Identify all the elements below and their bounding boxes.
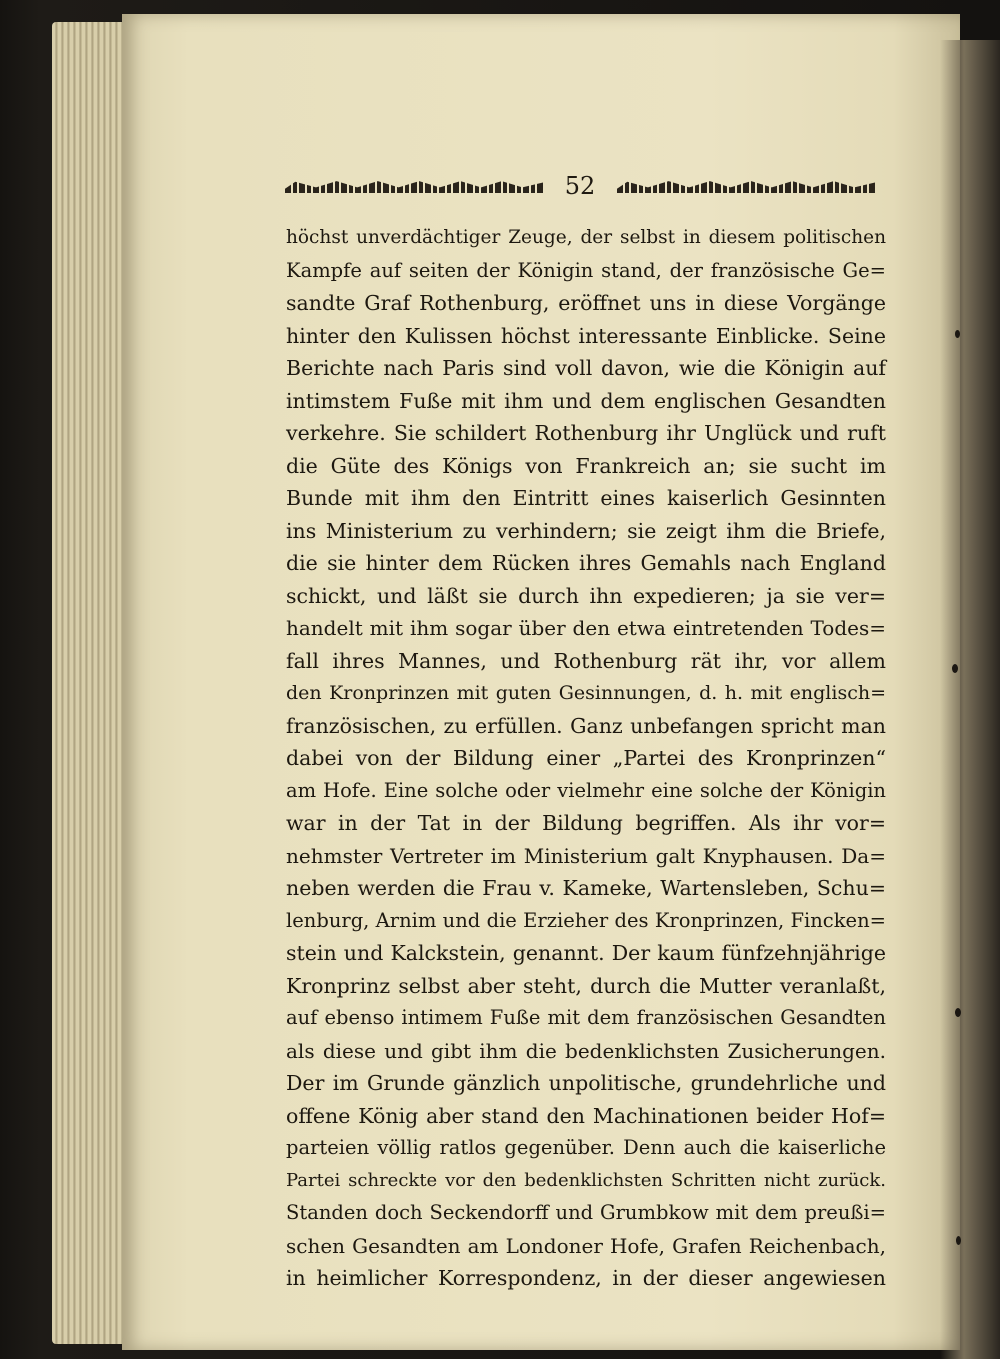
- text-line: auf ebenso intimem Fuße mit dem französischen Gesandten: [286, 1006, 886, 1029]
- text-line: offene König aber stand den Machinationen beider Hof=: [286, 1103, 886, 1128]
- text-line: Standen doch Seckendorff und Grumbkow mit dem preußi=: [286, 1201, 886, 1224]
- text-line: hinter den Kulissen höchst interessante Einblicke. Seine: [286, 323, 886, 348]
- text-line: in heimlicher Korrespondenz, in der dieser angewiesen: [286, 1266, 886, 1290]
- text-line: Bunde mit ihm den Eintritt eines kaiserlich Gesinnten: [286, 486, 886, 510]
- text-line: handelt mit ihm sogar über den etwa eintretenden Todes=: [286, 616, 886, 640]
- text-line: Kampfe auf seiten der Königin stand, der französische Ge=: [286, 258, 886, 282]
- text-line: als diese und gibt ihm die bedenklichsten Zusicherungen.: [286, 1038, 886, 1063]
- text-line: Kronprinz selbst aber steht, durch die Mutter veranlaßt,: [286, 973, 886, 998]
- text-line: intimstem Fuße mit ihm und dem englischen Gesandten: [286, 388, 886, 413]
- running-header: [285, 168, 875, 204]
- text-line: fall ihres Mannes, und Rothenburg rät ihr, vor allem: [286, 648, 886, 673]
- text-line: parteien völlig ratlos gegenüber. Denn auch die kaiserliche: [286, 1136, 886, 1159]
- text-line: die sie hinter dem Rücken ihres Gemahls nach England: [286, 551, 886, 575]
- gutter-shadow: [940, 40, 1000, 1359]
- text-line: stein und Kalckstein, genannt. Der kaum fünfzehnjährige: [286, 941, 886, 965]
- ink-spot: [952, 664, 958, 673]
- text-line: sandte Graf Rothenburg, eröffnet uns in diese Vorgänge: [286, 291, 886, 315]
- text-line: den Kronprinzen mit guten Gesinnungen, d. h. mit englisch=: [286, 682, 886, 704]
- text-line: lenburg, Arnim und die Erzieher des Kronprinzen, Fincken=: [286, 908, 886, 932]
- text-line: dabei von der Bildung einer „Partei des Kronprinzen“: [286, 746, 886, 770]
- ink-spot: [955, 1008, 961, 1017]
- text-line: schickt, und läßt sie durch ihn expedieren; ja sie ver=: [286, 583, 886, 608]
- text-line: Berichte nach Paris sind voll davon, wie die Königin auf: [286, 356, 886, 380]
- text-line: nehmster Vertreter im Ministerium galt Knyphausen. Da=: [286, 843, 886, 868]
- right-ornament: [617, 179, 875, 193]
- text-line: war in der Tat in der Bildung begriffen. Als ihr vor=: [286, 811, 886, 835]
- ink-spot: [955, 330, 960, 338]
- text-line: ins Ministerium zu verhindern; sie zeigt ihm die Briefe,: [286, 518, 886, 543]
- ink-spot: [956, 1236, 961, 1245]
- text-line: am Hofe. Eine solche oder vielmehr eine solche der Königin: [286, 778, 886, 802]
- text-line: Der im Grunde gänzlich unpolitische, grundehrliche und: [286, 1071, 886, 1095]
- text-line: französischen, zu erfüllen. Ganz unbefangen spricht man: [286, 713, 886, 738]
- text-line: die Güte des Königs von Frankreich an; sie sucht im: [286, 453, 886, 478]
- left-ornament: [285, 179, 543, 193]
- text-line: Partei schreckte vor den bedenklichsten Schritten nicht zurück.: [286, 1169, 886, 1191]
- text-line: verkehre. Sie schildert Rothenburg ihr Unglück und ruft: [286, 421, 886, 445]
- text-line: neben werden die Frau v. Kameke, Wartensleben, Schu=: [286, 876, 886, 900]
- body-text: [286, 222, 886, 1295]
- page-number: 52: [564, 172, 596, 200]
- text-line: höchst unverdächtiger Zeuge, der selbst in diesem politischen: [286, 227, 886, 248]
- text-line: schen Gesandten am Londoner Hofe, Grafen Reichenbach,: [286, 1233, 886, 1258]
